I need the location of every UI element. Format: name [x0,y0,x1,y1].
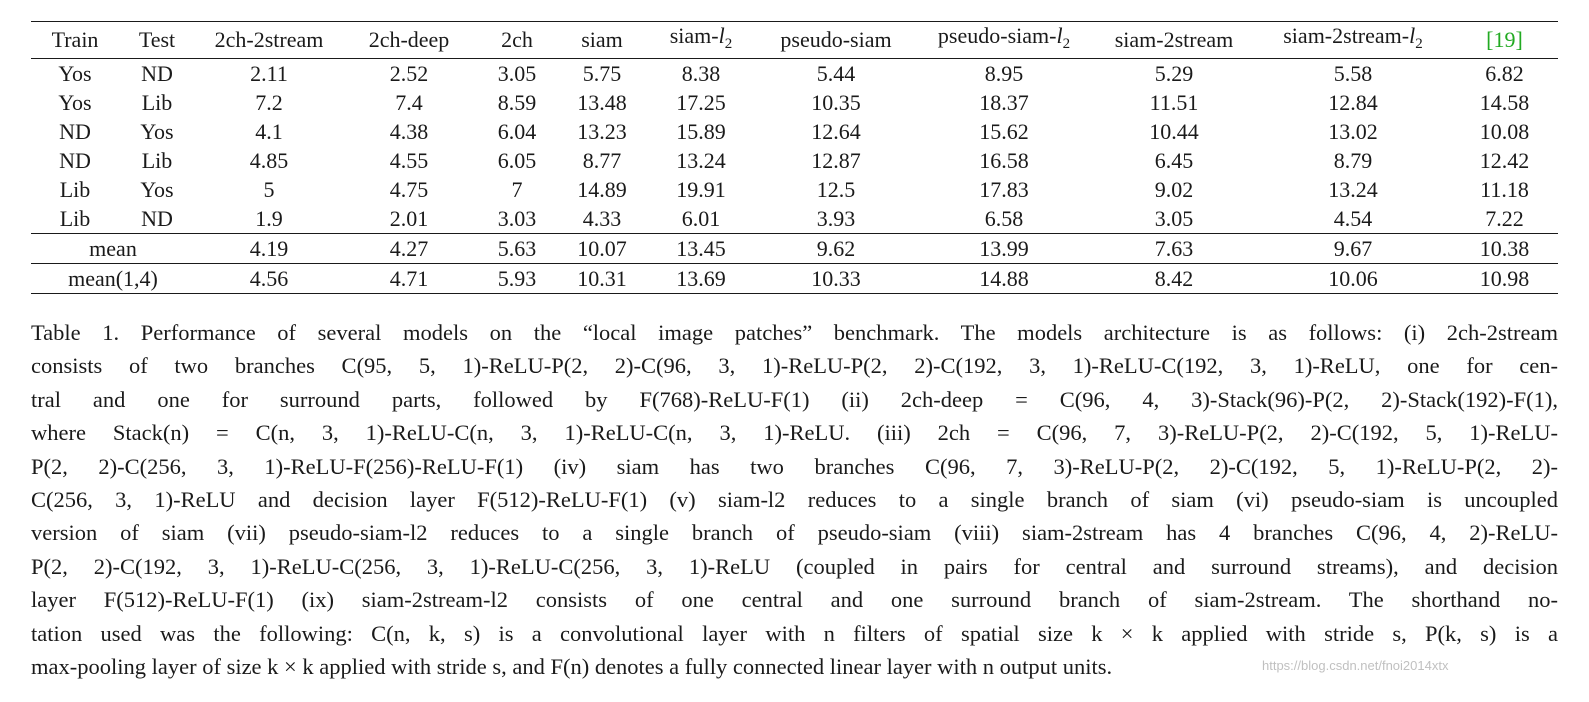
cell-value: 8.59 [497,89,537,115]
cell-train: Lib [59,205,91,231]
cell-value: 4.33 [582,205,622,231]
cell-value: 15.62 [979,118,1029,144]
caption-line: layer F(512)-ReLU-F(1) (ix) siam-2stream-l2 consists of one central and one surround branch of siam-2stream. The shorthand no- [31,587,1558,613]
cell-test: Yos [140,176,174,202]
cell-value: 8.77 [582,147,622,173]
cell-value: 8.42 [1154,265,1194,291]
caption-line: tral and one for surround parts, followed by F(768)-ReLU-F(1) (ii) 2ch-deep = C(96, 4, 3)-Stack(96)-P(2, 2)-Stack(192)-F(1), [31,386,1558,412]
cell-train: Yos [58,60,92,86]
caption-line: consists of two branches C(95, 5, 1)-ReLU-P(2, 2)-C(96, 3, 1)-ReLU-P(2, 2)-C(192, 3, 1)-ReLU-C(192, 3, 1)-ReLU, one for cen- [31,353,1558,379]
cell-value: 13.24 [676,147,726,173]
cell-value: 13.45 [676,235,726,261]
caption-line: P(2, 2)-C(256, 3, 1)-ReLU-F(256)-ReLU-F(1) (iv) siam has two branches C(96, 7, 3)-ReLU-P(2, 2)-C(192, 5, 1)-ReLU-P(2, 2)- [31,453,1558,479]
table-header-row [31,22,1558,59]
table-row [31,59,1558,89]
cell-value: 17.83 [979,176,1029,202]
cell-test: ND [141,205,173,231]
cell-train: Yos [58,89,92,115]
table-row [31,175,1558,204]
cell-value: 4.19 [249,235,289,261]
cell-value: 3.03 [497,205,537,231]
cell-train: ND [59,118,91,144]
cell-value: 6.82 [1485,60,1524,86]
header-siam-2stream-l2: siam-$2stream-l_2$ [1283,23,1423,52]
cell-value: 10.08 [1479,118,1530,144]
watermark-url: https://blog.csdn.net/fnoi2014xtx [1262,658,1449,673]
cell-value: 6.05 [497,147,537,173]
cell-value: 1.9 [255,205,283,231]
cell-value: 9.67 [1333,235,1373,261]
cell-mean-label: mean [89,235,137,261]
caption-line: C(256, 3, 1)-ReLU and decision layer F(512)-ReLU-F(1) (v) siam-l2 reduces to a single branch of siam (vi) pseudo-siam is uncoupled [31,486,1558,512]
results-table [31,21,1558,294]
table-caption [31,316,1558,683]
cell-train: Lib [59,176,91,202]
caption-line: where Stack(n) = C(n, 3, 1)-ReLU-C(n, 3, 1)-ReLU-C(n, 3, 1)-ReLU. (iii) 2ch = C(96, 7, 3)-ReLU-P(2, 2)-C(192, 5, 1)-ReLU- [31,420,1558,446]
cell-value: 8.38 [681,60,721,86]
header-2ch-deep: 2ch-deep [368,27,450,52]
cell-value: 3.05 [1154,205,1194,231]
cell-value: 13.24 [1328,176,1378,202]
cell-value: 10.06 [1328,265,1378,291]
cell-value: 2.01 [389,205,429,231]
cell-value: 10.38 [1479,235,1530,261]
cell-value: 4.38 [389,118,429,144]
cell-value: 10.31 [577,265,627,291]
cell-value: 10.07 [577,235,627,261]
cell-value: 2.11 [250,60,288,86]
header-2ch-2stream: 2ch-2stream [214,27,324,52]
cell-value: 6.01 [681,205,721,231]
cell-test: Yos [140,118,174,144]
caption-line: version of siam (vii) pseudo-siam-l2 reduces to a single branch of pseudo-siam (viii) siam-2stream has 4 branches C(96, 4, 2)-ReLU- [31,520,1558,546]
cell-value: 3.93 [816,205,856,231]
cell-value: 11.18 [1480,176,1529,202]
cell-value: 3.05 [497,60,537,86]
cell-value: 5.63 [497,235,537,261]
header-2ch: 2ch [501,27,533,52]
cell-value: 13.23 [577,118,627,144]
cell-value: 6.45 [1154,147,1194,173]
cell-mean14-label: mean(1,4) [68,265,158,291]
header-pseudo-siam-l2: pseudo-$siam-l_2$ [937,23,1071,52]
mean-row [31,234,1558,264]
cell-value: 7.22 [1485,205,1524,231]
cell-value: 16.58 [979,147,1029,173]
cell-value: 12.64 [811,118,861,144]
cell-test: ND [141,60,173,86]
table-row [31,88,1558,117]
cell-value: 10.35 [811,89,861,115]
cell-value: 4.55 [389,147,429,173]
cell-value: 15.89 [676,118,726,144]
cell-value: 12.87 [811,147,861,173]
cell-value: 18.37 [979,89,1029,115]
cell-value: 9.02 [1154,176,1194,202]
table-row [31,117,1558,146]
cell-value: 19.91 [676,176,726,202]
cell-value: 12.5 [816,176,856,202]
cell-value: 13.48 [577,89,627,115]
cell-value: 14.89 [577,176,627,202]
cell-value: 2.52 [389,60,429,86]
cell-test: Lib [141,89,173,115]
cell-value: 13.69 [676,265,726,291]
table-row [31,146,1558,175]
cell-value: 13.02 [1328,118,1378,144]
cell-value: 12.42 [1479,147,1530,173]
cell-value: 9.62 [816,235,856,261]
header-citation-19[interactable]: [19] [1486,27,1523,52]
table-row [31,204,1558,234]
cell-value: 5.75 [582,60,622,86]
cell-value: 10.33 [811,265,861,291]
cell-value: 4.56 [249,265,289,291]
cell-value: 5.44 [816,60,856,86]
cell-value: 7.2 [255,89,283,115]
cell-value: 5.58 [1333,60,1373,86]
cell-value: 4.75 [389,176,429,202]
header-siam-2stream: siam-2stream [1114,27,1234,52]
caption-line: P(2, 2)-C(192, 3, 1)-ReLU-C(256, 3, 1)-ReLU-C(256, 3, 1)-ReLU (coupled in pairs for central and surround streams), and decision [31,553,1558,579]
cell-value: 4.27 [389,235,429,261]
cell-value: 14.88 [979,265,1029,291]
cell-value: 7.63 [1154,235,1194,261]
header-test: Test [138,27,176,52]
caption-line: max-pooling layer of size k × k applied with stride s, and F(n) denotes a fully connected linear layer with n output units. [31,653,1113,679]
cell-value: 12.84 [1328,89,1378,115]
cell-value: 13.99 [979,235,1029,261]
cell-value: 4.85 [249,147,289,173]
cell-value: 8.95 [984,60,1024,86]
cell-value: 4.1 [255,118,283,144]
cell-value: 11.51 [1149,89,1199,115]
cell-value: 4.71 [389,265,429,291]
header-train: Train [51,27,99,52]
mean14-row [31,264,1558,294]
caption-line: tation used was the following: C(n, k, s) is a convolutional layer with n filters of spatial size k × k applied with stride s, P(k, s) is a [31,620,1558,646]
cell-test: Lib [141,147,173,173]
cell-value: 14.58 [1479,89,1530,115]
header-siam: siam [581,27,623,52]
cell-train: ND [59,147,91,173]
cell-value: 17.25 [676,89,726,115]
cell-value: 4.54 [1333,205,1373,231]
caption-line: Table 1. Performance of several models on the “local image patches” benchmark. The models architecture is as follows: (i) 2ch-2stream [31,320,1558,345]
cell-value: 7 [511,176,523,202]
cell-value: 5.29 [1154,60,1194,86]
cell-value: 6.58 [984,205,1024,231]
cell-value: 8.79 [1333,147,1373,173]
cell-value: 7.4 [395,89,423,115]
header-siam-l2: siam-$l_2$ [669,23,733,52]
cell-value: 10.98 [1479,265,1530,291]
cell-value: 5 [263,176,275,202]
cell-value: 5.93 [497,265,537,291]
cell-value: 6.04 [497,118,537,144]
header-pseudo-siam: pseudo-siam [780,27,892,52]
cell-value: 10.44 [1149,118,1199,144]
